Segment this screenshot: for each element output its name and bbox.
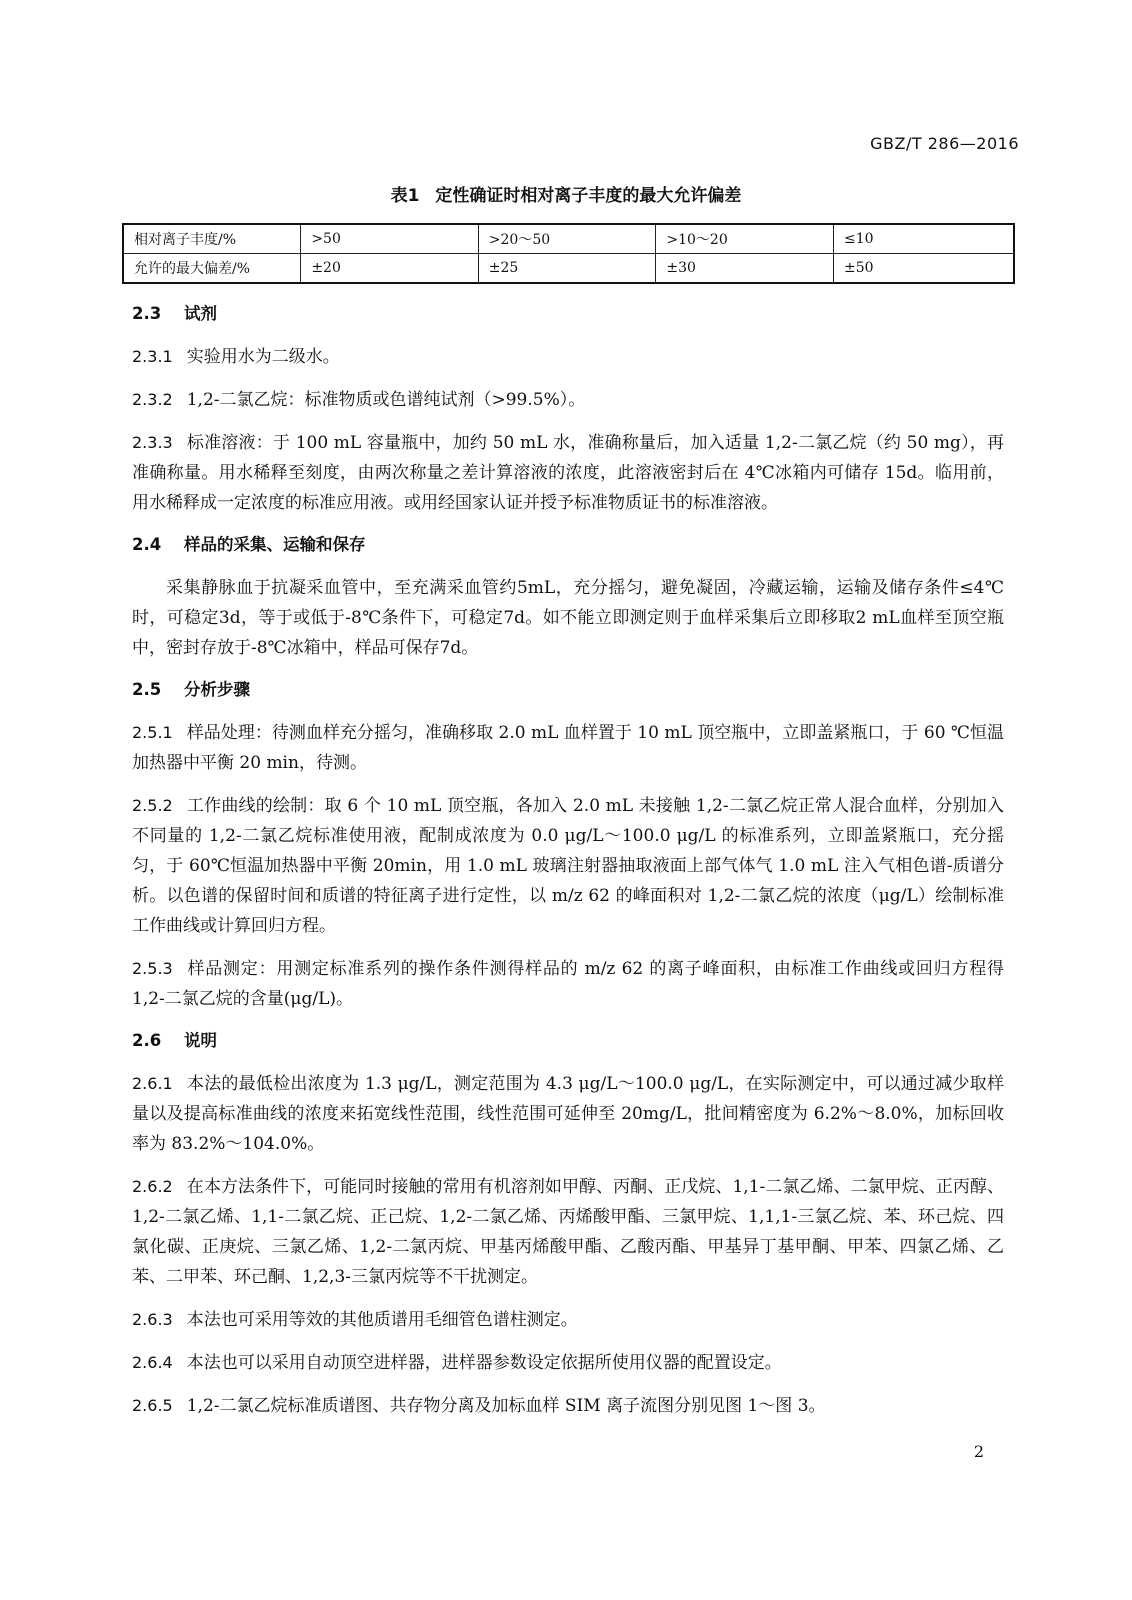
section-number: 2.4 [132, 535, 162, 554]
clause-number: 2.6.4 [132, 1353, 173, 1372]
clause-paragraph [132, 1305, 1004, 1335]
clause-paragraph [132, 385, 1004, 415]
section-number: 2.3 [132, 304, 162, 323]
section-heading [132, 300, 1004, 325]
clause-number: 2.6.3 [132, 1310, 173, 1329]
clause-number: 2.6.5 [132, 1396, 173, 1415]
clause-paragraph [132, 1348, 1004, 1378]
clause-paragraph [132, 791, 1004, 941]
clause-text: 标准溶液：于 100 mL 容量瓶中，加约 50 mL 水，准确称量后，加入适量 1,2-二氯乙烷（约 50 mg），再准确称量。用水稀释至刻度，由两次称量之差计算溶液的浓度，此溶液密封后在 4℃冰箱内可储存 15d。临用前，用水稀释成一定浓度的标准应用液。或用经国家认证并授予标准物质证书的标准溶液。 [132, 433, 1004, 513]
clause-text: 本法也可以采用自动顶空进样器，进样器参数设定依据所使用仪器的配置设定。 [186, 1353, 782, 1373]
clause-paragraph [132, 718, 1004, 778]
clause-text: 样品处理：待测血样充分摇匀，准确移取 2.0 mL 血样置于 10 mL 顶空瓶中，立即盖紧瓶口，于 60 ℃恒温加热器中平衡 20 min，待测。 [132, 723, 1004, 773]
table-caption [0, 181, 1132, 206]
table-title: 定性确证时相对离子丰度的最大允许偏差 [435, 186, 742, 206]
table-cell: 允许的最大偏差/% [123, 254, 301, 284]
clause-text: 工作曲线的绘制：取 6 个 10 mL 顶空瓶，各加入 2.0 mL 未接触 1,2-二氯乙烷正常人混合血样，分别加入不同量的 1,2-二氯乙烷标准使用液，配制成浓度为 0.0 μg/L～100.0 μg/L 的标准系列，立即盖紧瓶口，充分摇匀，于 60℃恒温加热器中平衡 20min，用 1.0 mL 玻璃注射器抽取液面上部气体气 1.0 mL 注入气相色谱-质谱分析。以色谱的保留时间和质谱的特征离子进行定性，以 m/z 62 的峰面积对 1,2-二氯乙烷的浓度（μg/L）绘制标准工作曲线或计算回归方程。 [132, 796, 1004, 936]
clause-text: 在本方法条件下，可能同时接触的常用有机溶剂如甲醇、丙酮、正戊烷、1,1-二氯乙烯、二氯甲烷、正丙醇、1,2-二氯乙烯、1,1-二氯乙烷、正己烷、1,2-二氯乙烯、丙烯酸甲酯、三氯甲烷、1,1,1-三氯乙烷、苯、环己烷、四氯化碳、正庚烷、三氯乙烯、1,2-二氯丙烷、甲基丙烯酸甲酯、乙酸丙酯、甲基异丁基甲酮、甲苯、四氯乙烯、乙苯、二甲苯、环己酮、1,2,3-三氯丙烷等不干扰测定。 [132, 1177, 1004, 1287]
table-cell: >10～20 [656, 224, 834, 254]
table-cell: ±25 [478, 254, 656, 284]
document-body [132, 300, 1004, 1434]
section-title: 说明 [184, 1031, 217, 1050]
page-number: 2 [973, 1442, 984, 1461]
clause-text: 样品测定：用测定标准系列的操作条件测得样品的 m/z 62 的离子峰面积，由标准工作曲线或回归方程得 1,2-二氯乙烷的含量(μg/L)。 [132, 959, 1004, 1009]
section-title: 分析步骤 [184, 680, 250, 699]
clause-paragraph [132, 428, 1004, 518]
section-number: 2.6 [132, 1031, 162, 1050]
section-heading [132, 1027, 1004, 1052]
table-cell: >20～50 [478, 224, 656, 254]
table-cell: ≤10 [833, 224, 1014, 254]
table-cell: ±20 [301, 254, 478, 284]
section-title: 试剂 [184, 304, 217, 323]
clause-number: 2.6.2 [132, 1177, 173, 1196]
section-number: 2.5 [132, 680, 162, 699]
clause-text: 1,2-二氯乙烷标准质谱图、共存物分离及加标血样 SIM 离子流图分别见图 1～图 3。 [186, 1396, 826, 1416]
clause-number: 2.5.1 [132, 723, 173, 742]
clause-paragraph [132, 342, 1004, 372]
clause-number: 2.3.3 [132, 433, 173, 452]
clause-paragraph [132, 954, 1004, 1014]
table-row [123, 254, 1014, 284]
clause-text: 本法也可采用等效的其他质谱用毛细管色谱柱测定。 [186, 1310, 578, 1330]
table-number: 表1 [390, 186, 420, 206]
clause-text: 实验用水为二级水。 [186, 347, 340, 367]
clause-number: 2.3.2 [132, 390, 173, 409]
table-cell: ±50 [833, 254, 1014, 284]
table-cell: ±30 [656, 254, 834, 284]
section-heading [132, 531, 1004, 556]
clause-paragraph [132, 1069, 1004, 1159]
table-cell: 相对离子丰度/% [123, 224, 301, 254]
clause-number: 2.3.1 [132, 347, 173, 366]
table-cell: >50 [301, 224, 478, 254]
clause-text: 1,2-二氯乙烷：标准物质或色谱纯试剂（>99.5%）。 [186, 390, 586, 410]
clause-number: 2.5.3 [132, 959, 173, 978]
deviation-table [122, 223, 1015, 284]
table-row [123, 224, 1014, 254]
clause-number: 2.6.1 [132, 1074, 173, 1093]
standard-code: GBZ/T 286—2016 [870, 134, 1019, 153]
body-paragraph: 采集静脉血于抗凝采血管中，至充满采血管约5mL，充分摇匀，避免凝固，冷藏运输，运输及储存条件≤4℃时，可稳定3d，等于或低于-8℃条件下，可稳定7d。如不能立即测定则于血样采集后立即移取2 mL血样至顶空瓶中，密封存放于-8℃冰箱中，样品可保存7d。 [132, 578, 1004, 658]
clause-paragraph [132, 1391, 1004, 1421]
clause-text: 本法的最低检出浓度为 1.3 μg/L，测定范围为 4.3 μg/L～100.0 μg/L，在实际测定中，可以通过减少取样量以及提高标准曲线的浓度来拓宽线性范围，线性范围可延伸至 20mg/L，批间精密度为 6.2%～8.0%，加标回收率为 83.2%～104.0%。 [132, 1074, 1004, 1154]
section-title: 样品的采集、运输和保存 [184, 535, 366, 554]
clause-number: 2.5.2 [132, 796, 173, 815]
section-heading [132, 676, 1004, 701]
clause-paragraph [132, 1172, 1004, 1292]
